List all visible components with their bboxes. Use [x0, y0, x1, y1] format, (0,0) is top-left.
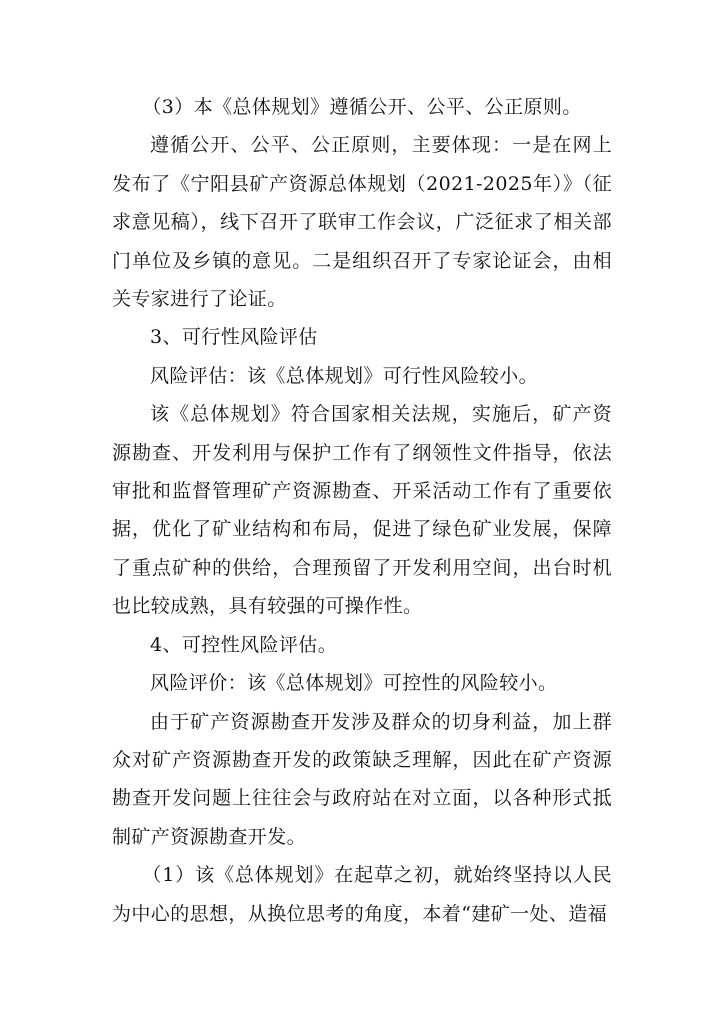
paragraph-principle-heading: （3）本《总体规划》遵循公开、公平、公正原则。 — [142, 96, 582, 118]
paragraph-feasibility-assessment: 风险评估：该《总体规划》可行性风险较小。 — [150, 364, 539, 387]
section-heading-feasibility: 3、可行性风险评估 — [150, 326, 318, 349]
document-body — [112, 88, 612, 933]
section-heading-controllability: 4、可控性风险评估。 — [150, 633, 338, 656]
paragraph-principle-detail: 遵循公开、公平、公正原则，主要体现：一是在网上发布了《宁阳县矿产资源总体规划（2021-2025年）》（征求意见稿），线下召开了联审工作会议，广泛征求了相关部门单位及乡镇的意见。二是组织召开了专家论证会，由相关专家进行了论证。 — [112, 134, 612, 311]
paragraph-feasibility-detail: 该《总体规划》符合国家相关法规，实施后，矿产资源勘查、开发利用与保护工作有了纲领性文件指导，依法审批和监督管理矿产资源勘查、开采活动工作有了重要依据，优化了矿业结构和布局，促进了绿色矿业发展，保障了重点矿种的供给，合理预留了开发利用空间，出台时机也比较成熟，具有较强的可操作性。 — [112, 403, 612, 618]
paragraph-item-1: （1）该《总体规划》在起草之初，就始终坚持以人民为中心的思想，从换位思考的角度，本着“建矿一处、造福 — [112, 864, 612, 925]
paragraph-controllability-detail: 由于矿产资源勘查开发涉及群众的切身利益，加上群众对矿产资源勘查开发的政策缺乏理解，因此在矿产资源勘查开发问题上往往会与政府站在对立面，以各种形式抵制矿产资源勘查开发。 — [112, 710, 612, 848]
paragraph-controllability-assessment: 风险评价：该《总体规划》可控性的风险较小。 — [150, 672, 558, 695]
